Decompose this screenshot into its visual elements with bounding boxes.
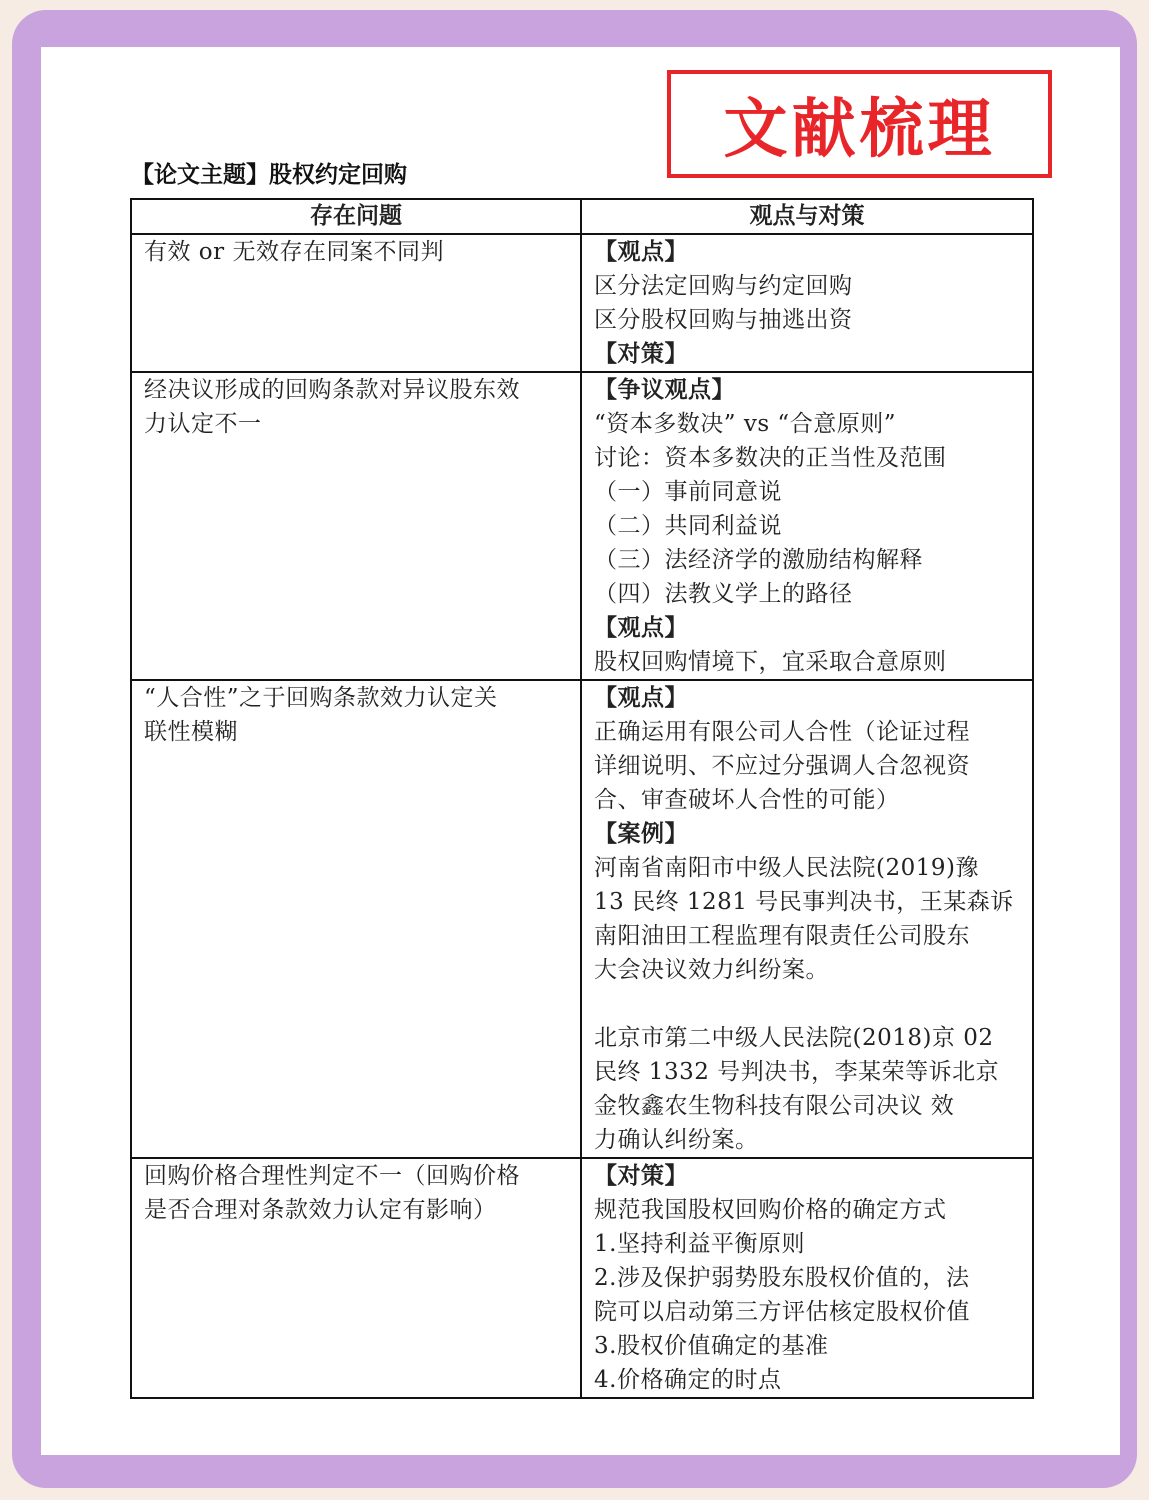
spacer (594, 987, 1022, 1021)
viewpoint-text: 南阳油田工程监理有限责任公司股东 (594, 923, 970, 949)
viewpoint-text: 讨论：资本多数决的正当性及范围 (594, 445, 947, 471)
table-row (131, 680, 1033, 1158)
problem-text: 是否合理对条款效力认定有影响） (144, 1197, 497, 1223)
viewpoint-text: 区分法定回购与约定回购 (594, 273, 853, 299)
viewpoint-text: 详细说明、不应过分强调人合忽视资 (594, 753, 970, 779)
section-heading: 【案例】 (594, 821, 688, 847)
viewpoint-text: 金牧鑫农生物科技有限公司决议 效 (594, 1093, 955, 1119)
problem-text: 联性模糊 (144, 719, 238, 745)
literature-table (130, 198, 1034, 1399)
viewpoint-text: 股权回购情境下，宜采取合意原则 (594, 649, 947, 675)
viewpoint-cell (581, 1158, 1033, 1398)
table-row (131, 1158, 1033, 1398)
viewpoint-text: （二）共同利益说 (594, 513, 782, 539)
viewpoint-text: （三）法经济学的激励结构解释 (594, 547, 923, 573)
problem-cell (131, 680, 581, 1158)
title-stamp: 文献梳理 (667, 70, 1052, 178)
problem-cell (131, 372, 581, 680)
section-heading: 【对策】 (594, 341, 688, 367)
viewpoint-text: 大会决议效力纠纷案。 (594, 957, 829, 983)
paper-topic: 【论文主题】股权约定回购 (131, 162, 407, 188)
table-header-row (131, 199, 1033, 234)
section-heading: 【争议观点】 (594, 377, 735, 403)
problem-cell (131, 1158, 581, 1398)
viewpoint-text: （四）法教义学上的路径 (594, 581, 853, 607)
viewpoint-text: 北京市第二中级人民法院(2018)京 02 (594, 1025, 994, 1051)
viewpoint-text: 合、审查破坏人合性的可能） (594, 787, 900, 813)
section-heading: 【观点】 (594, 615, 688, 641)
viewpoint-text: 13 民终 1281 号民事判决书，王某森诉 (594, 889, 1014, 915)
problem-text: “人合性”之于回购条款效力认定关 (144, 685, 498, 711)
table-row (131, 372, 1033, 680)
problem-text: 有效 or 无效存在同案不同判 (144, 239, 444, 265)
viewpoint-text: 民终 1332 号判决书，李某荣等诉北京 (594, 1059, 1000, 1085)
viewpoint-text: 2.涉及保护弱势股东股权价值的，法 (594, 1265, 970, 1291)
problem-text: 回购价格合理性判定不一（回购价格 (144, 1163, 520, 1189)
section-heading: 【观点】 (594, 239, 688, 265)
viewpoint-text: 院可以启动第三方评估核定股权价值 (594, 1299, 970, 1325)
problem-text: 力认定不一 (144, 411, 262, 437)
viewpoint-cell (581, 234, 1033, 372)
viewpoint-text: 4.价格确定的时点 (594, 1367, 782, 1393)
table-row (131, 234, 1033, 372)
header-problems: 存在问题 (131, 199, 581, 234)
viewpoint-text: 3.股权价值确定的基准 (594, 1333, 829, 1359)
viewpoint-cell (581, 680, 1033, 1158)
header-views-countermeasures: 观点与对策 (581, 199, 1033, 234)
viewpoint-text: “资本多数决” vs “合意原则” (594, 411, 896, 437)
viewpoint-cell (581, 372, 1033, 680)
viewpoint-text: 力确认纠纷案。 (594, 1127, 759, 1153)
problem-text: 经决议形成的回购条款对异议股东效 (144, 377, 520, 403)
viewpoint-text: 规范我国股权回购价格的确定方式 (594, 1197, 947, 1223)
section-heading: 【对策】 (594, 1163, 688, 1189)
viewpoint-text: 区分股权回购与抽逃出资 (594, 307, 853, 333)
viewpoint-text: （一）事前同意说 (594, 479, 782, 505)
problem-cell (131, 234, 581, 372)
section-heading: 【观点】 (594, 685, 688, 711)
viewpoint-text: 正确运用有限公司人合性（论证过程 (594, 719, 970, 745)
viewpoint-text: 河南省南阳市中级人民法院(2019)豫 (594, 855, 979, 881)
viewpoint-text: 1.坚持利益平衡原则 (594, 1231, 805, 1257)
